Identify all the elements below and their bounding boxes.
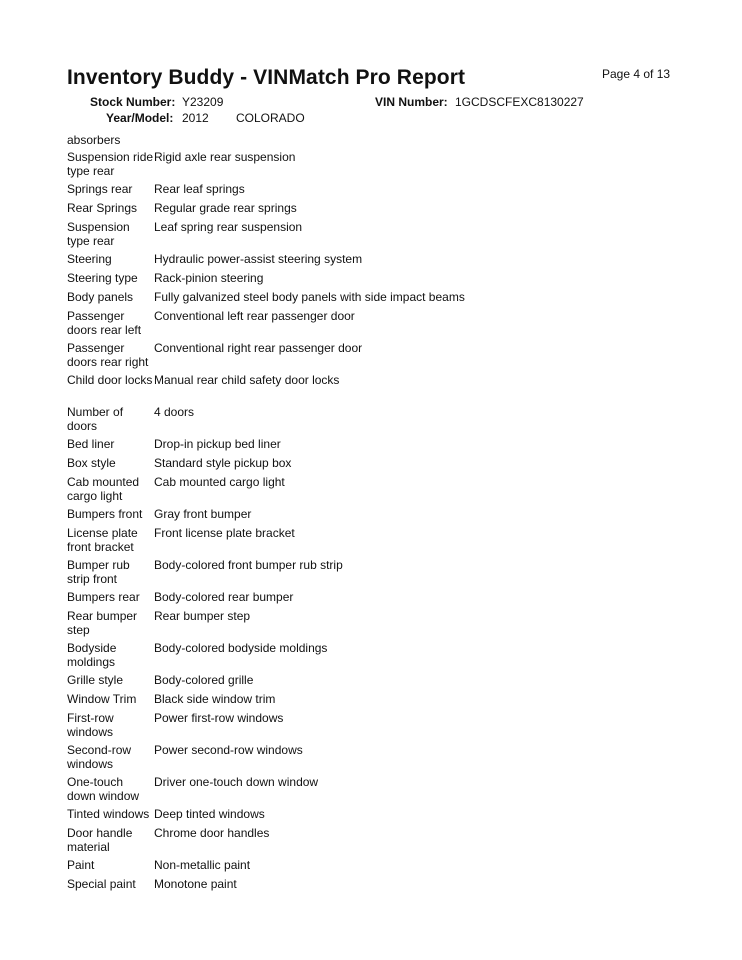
spec-label: Child door locks xyxy=(67,373,153,387)
spec-label: Second-row windows xyxy=(67,743,132,771)
spec-row xyxy=(67,220,687,252)
spec-value: Cab mounted cargo light xyxy=(154,475,285,489)
spec-value: Driver one-touch down window xyxy=(154,775,319,789)
spec-label: Cab mounted cargo light xyxy=(67,475,140,503)
spec-row xyxy=(67,807,687,826)
spec-value: Standard style pickup box xyxy=(154,456,292,470)
year-value: 2012 xyxy=(182,111,209,125)
spec-value: Hydraulic power-assist steering system xyxy=(154,252,363,266)
spec-label: Box style xyxy=(67,456,116,470)
spec-label: First-row windows xyxy=(67,711,114,739)
spec-label: Springs rear xyxy=(67,182,133,196)
page-number: Page 4 of 13 xyxy=(602,67,671,81)
spec-label: Rear bumper step xyxy=(67,609,138,637)
spec-row xyxy=(67,150,687,182)
spec-label: Steering xyxy=(67,252,112,266)
spec-row xyxy=(67,456,687,475)
spec-row xyxy=(67,590,687,609)
spec-value: Body-colored bodyside moldings xyxy=(154,641,328,655)
spec-label: Number of doors xyxy=(67,405,124,433)
spec-value: Body-colored grille xyxy=(154,673,254,687)
spec-row xyxy=(67,507,687,526)
continuation-text: absorbers xyxy=(67,133,121,147)
spec-value: Rigid axle rear suspension xyxy=(154,150,296,164)
spec-label: Bed liner xyxy=(67,437,115,451)
spec-row xyxy=(67,673,687,692)
spec-value: Front license plate bracket xyxy=(154,526,295,540)
spec-row xyxy=(67,341,687,373)
spec-list xyxy=(67,133,687,896)
spec-row xyxy=(67,826,687,858)
spec-row xyxy=(67,475,687,507)
spec-row xyxy=(67,858,687,877)
spec-value: Fully galvanized steel body panels with side impact beams xyxy=(154,290,465,304)
spec-label: Steering type xyxy=(67,271,138,285)
spec-label: License plate front bracket xyxy=(67,526,138,554)
spec-row xyxy=(67,609,687,641)
spec-row xyxy=(67,641,687,673)
spec-value: Rear bumper step xyxy=(154,609,251,623)
spec-label: Body panels xyxy=(67,290,134,304)
spec-label: Special paint xyxy=(67,877,136,891)
spec-row xyxy=(67,711,687,743)
spec-row xyxy=(67,437,687,456)
model-value: COLORADO xyxy=(236,111,305,125)
spec-row xyxy=(67,373,687,405)
spec-row xyxy=(67,558,687,590)
spec-label: One-touch down window xyxy=(67,775,140,803)
spec-label: Bumpers rear xyxy=(67,590,140,604)
spec-value: Rear leaf springs xyxy=(154,182,245,196)
spec-row xyxy=(67,271,687,290)
vin-number-value: 1GCDSCFEXC8130227 xyxy=(455,95,584,109)
spec-label: Bodyside moldings xyxy=(67,641,117,669)
spec-value: Chrome door handles xyxy=(154,826,270,840)
spec-label: Suspension type rear xyxy=(67,220,130,248)
spec-label: Bumper rub strip front xyxy=(67,558,130,586)
spec-label: Door handle material xyxy=(67,826,133,854)
spec-label: Window Trim xyxy=(67,692,137,706)
spec-row xyxy=(67,877,687,896)
spec-value: Deep tinted windows xyxy=(154,807,265,821)
spec-label: Passenger doors rear left xyxy=(67,309,142,337)
spec-value: Drop-in pickup bed liner xyxy=(154,437,281,451)
spec-value: Conventional left rear passenger door xyxy=(154,309,355,323)
stock-number-label: Stock Number: xyxy=(90,95,176,109)
spec-row xyxy=(67,182,687,201)
spec-value: Leaf spring rear suspension xyxy=(154,220,303,234)
spec-label: Rear Springs xyxy=(67,201,138,215)
spec-value: Monotone paint xyxy=(154,877,237,891)
spec-row xyxy=(67,309,687,341)
spec-value: Non-metallic paint xyxy=(154,858,251,872)
spec-row xyxy=(67,405,687,437)
spec-value: Rack-pinion steering xyxy=(154,271,264,285)
spec-value: Gray front bumper xyxy=(154,507,252,521)
spec-value: Black side window trim xyxy=(154,692,276,706)
spec-label: Grille style xyxy=(67,673,124,687)
vin-number-label: VIN Number: xyxy=(375,95,448,109)
spec-value: Conventional right rear passenger door xyxy=(154,341,363,355)
spec-row xyxy=(67,775,687,807)
spec-row xyxy=(67,526,687,558)
spec-label: Passenger doors rear right xyxy=(67,341,149,369)
spec-value: Body-colored front bumper rub strip xyxy=(154,558,343,572)
spec-value: Manual rear child safety door locks xyxy=(154,373,340,387)
spec-label: Suspension ride type rear xyxy=(67,150,154,178)
spec-row xyxy=(67,692,687,711)
spec-row xyxy=(67,252,687,271)
spec-value: Power first-row windows xyxy=(154,711,284,725)
spec-value: Regular grade rear springs xyxy=(154,201,297,215)
spec-rows xyxy=(67,150,687,896)
stock-number-value: Y23209 xyxy=(182,95,224,109)
spec-label: Bumpers front xyxy=(67,507,143,521)
spec-value: Power second-row windows xyxy=(154,743,303,757)
spec-value: 4 doors xyxy=(154,405,195,419)
spec-label: Tinted windows xyxy=(67,807,150,821)
spec-label: Paint xyxy=(67,858,95,872)
spec-row xyxy=(67,201,687,220)
spec-row xyxy=(67,290,687,309)
spec-row xyxy=(67,743,687,775)
year-model-label: Year/Model: xyxy=(106,111,174,125)
spec-value: Body-colored rear bumper xyxy=(154,590,294,604)
report-title: Inventory Buddy - VINMatch Pro Report xyxy=(67,66,466,89)
